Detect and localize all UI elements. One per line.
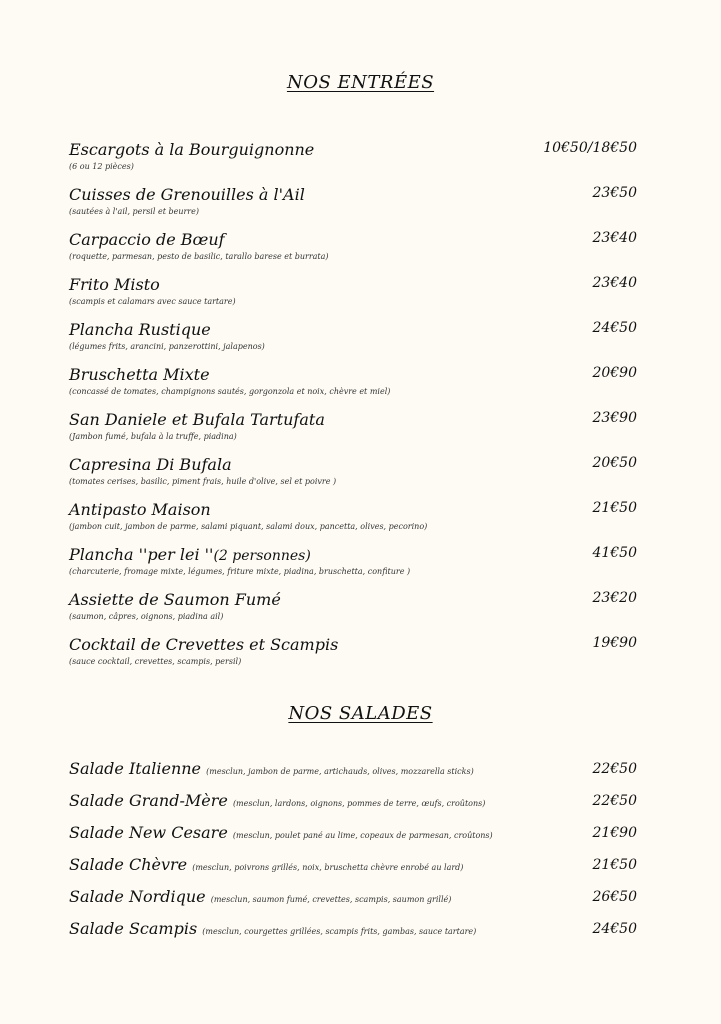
salad-desc: (mesclun, saumon fumé, crevettes, scampis, saumon grillé) — [210, 895, 452, 904]
entree-price: 10€50/18€50 — [543, 140, 637, 156]
entree-price: 23€20 — [592, 590, 637, 606]
entree-desc: (saumon, câpres, oignons, piadina ail) — [69, 612, 224, 621]
entree-name: Cocktail de Crevettes et Scampis — [69, 635, 339, 654]
salad-price: 22€50 — [592, 761, 637, 777]
salad-price: 21€90 — [592, 825, 637, 841]
salad-desc: (mesclun, lardons, oignons, pommes de terre, œufs, croûtons) — [232, 799, 486, 808]
entree-item — [69, 500, 639, 540]
salad-item — [69, 791, 639, 813]
entree-item — [69, 545, 639, 585]
entree-price: 23€90 — [592, 410, 637, 426]
entree-desc: (roquette, parmesan, pesto de basilic, tarallo barese et burrata) — [69, 252, 329, 261]
salad-name: Salade New Cesare — [69, 823, 228, 842]
salad-name: Salade Scampis — [69, 919, 198, 938]
entree-desc: (Jambon fumé, bufala à la truffe, piadina) — [69, 432, 237, 441]
salad-desc: (mesclun, poulet pané au lime, copeaux de parmesan, croûtons) — [232, 831, 493, 840]
entree-name: San Daniele et Bufala Tartufata — [69, 410, 325, 429]
entree-price: 21€50 — [592, 500, 637, 516]
entree-item — [69, 410, 639, 450]
entree-price: 23€50 — [592, 185, 637, 201]
entree-item — [69, 320, 639, 360]
entree-price: 20€50 — [592, 455, 637, 471]
entree-name: Plancha ''per lei '' — [69, 545, 214, 564]
salad-desc: (mesclun, poivrons grillés, noix, bruschetta chèvre enrobé au lard) — [192, 863, 464, 872]
entree-price: 20€90 — [592, 365, 637, 381]
entree-name-wrap — [69, 545, 311, 564]
salad-desc: (mesclun, jambon de parme, artichauds, olives, mozzarella sticks) — [206, 767, 474, 776]
salad-item — [69, 759, 639, 781]
entree-price: 23€40 — [592, 230, 637, 246]
salad-price: 22€50 — [592, 793, 637, 809]
entree-desc: (concassé de tomates, champignons sautés, gorgonzola et noix, chèvre et miel) — [69, 387, 391, 396]
entree-price: 41€50 — [592, 545, 637, 561]
salades-title: NOS SALADES — [288, 703, 433, 724]
salad-price: 21€50 — [592, 857, 637, 873]
entree-item — [69, 275, 639, 315]
entree-item — [69, 635, 639, 675]
entree-name: Capresina Di Bufala — [69, 455, 232, 474]
salad-desc: (mesclun, courgettes grillées, scampis frits, gambas, sauce tartare) — [202, 927, 477, 936]
entree-name: Bruschetta Mixte — [69, 365, 210, 384]
entree-price: 23€40 — [592, 275, 637, 291]
entree-serving-note: (2 personnes) — [213, 548, 311, 564]
entree-name: Antipasto Maison — [69, 500, 211, 519]
entree-price: 24€50 — [592, 320, 637, 336]
entree-desc: (sauce cocktail, crevettes, scampis, persil) — [69, 657, 242, 666]
entree-desc: (jambon cuit, jambon de parme, salami piquant, salami doux, pancetta, olives, pecorino) — [69, 522, 428, 531]
salad-item — [69, 855, 639, 877]
entree-item — [69, 590, 639, 630]
entrees-title: NOS ENTRÉES — [286, 72, 435, 93]
entree-price: 19€90 — [592, 635, 637, 651]
salad-item — [69, 823, 639, 845]
salad-name: Salade Italienne — [69, 759, 202, 778]
entree-name: Frito Misto — [69, 275, 160, 294]
entree-desc: (légumes frits, arancini, panzerottini, jalapenos) — [69, 342, 265, 351]
entree-item — [69, 140, 639, 180]
salad-item — [69, 919, 639, 941]
salad-name: Salade Grand-Mère — [69, 791, 228, 810]
entree-desc: (6 ou 12 pièces) — [69, 162, 134, 171]
salad-price: 24€50 — [592, 921, 637, 937]
entree-name: Carpaccio de Bœuf — [69, 230, 225, 249]
salad-name: Salade Chèvre — [69, 855, 188, 874]
salad-name: Salade Nordique — [69, 887, 206, 906]
entree-item — [69, 365, 639, 405]
entree-name: Assiette de Saumon Fumé — [69, 590, 281, 609]
entree-name: Escargots à la Bourguignonne — [69, 140, 315, 159]
entree-name: Plancha Rustique — [69, 320, 211, 339]
entree-name: Cuisses de Grenouilles à l'Ail — [69, 185, 305, 204]
salad-price: 26€50 — [592, 889, 637, 905]
entree-desc: (scampis et calamars avec sauce tartare) — [69, 297, 236, 306]
entree-desc: (charcuterie, fromage mixte, légumes, friture mixte, piadina, bruschetta, confiture ) — [69, 567, 411, 576]
entree-item — [69, 455, 639, 495]
entree-item — [69, 230, 639, 270]
entree-desc: (sautées à l'ail, persil et beurre) — [69, 207, 199, 216]
salad-item — [69, 887, 639, 909]
entree-desc: (tomates cerises, basilic, piment frais, huile d'olive, sel et poivre ) — [69, 477, 337, 486]
entree-item — [69, 185, 639, 225]
